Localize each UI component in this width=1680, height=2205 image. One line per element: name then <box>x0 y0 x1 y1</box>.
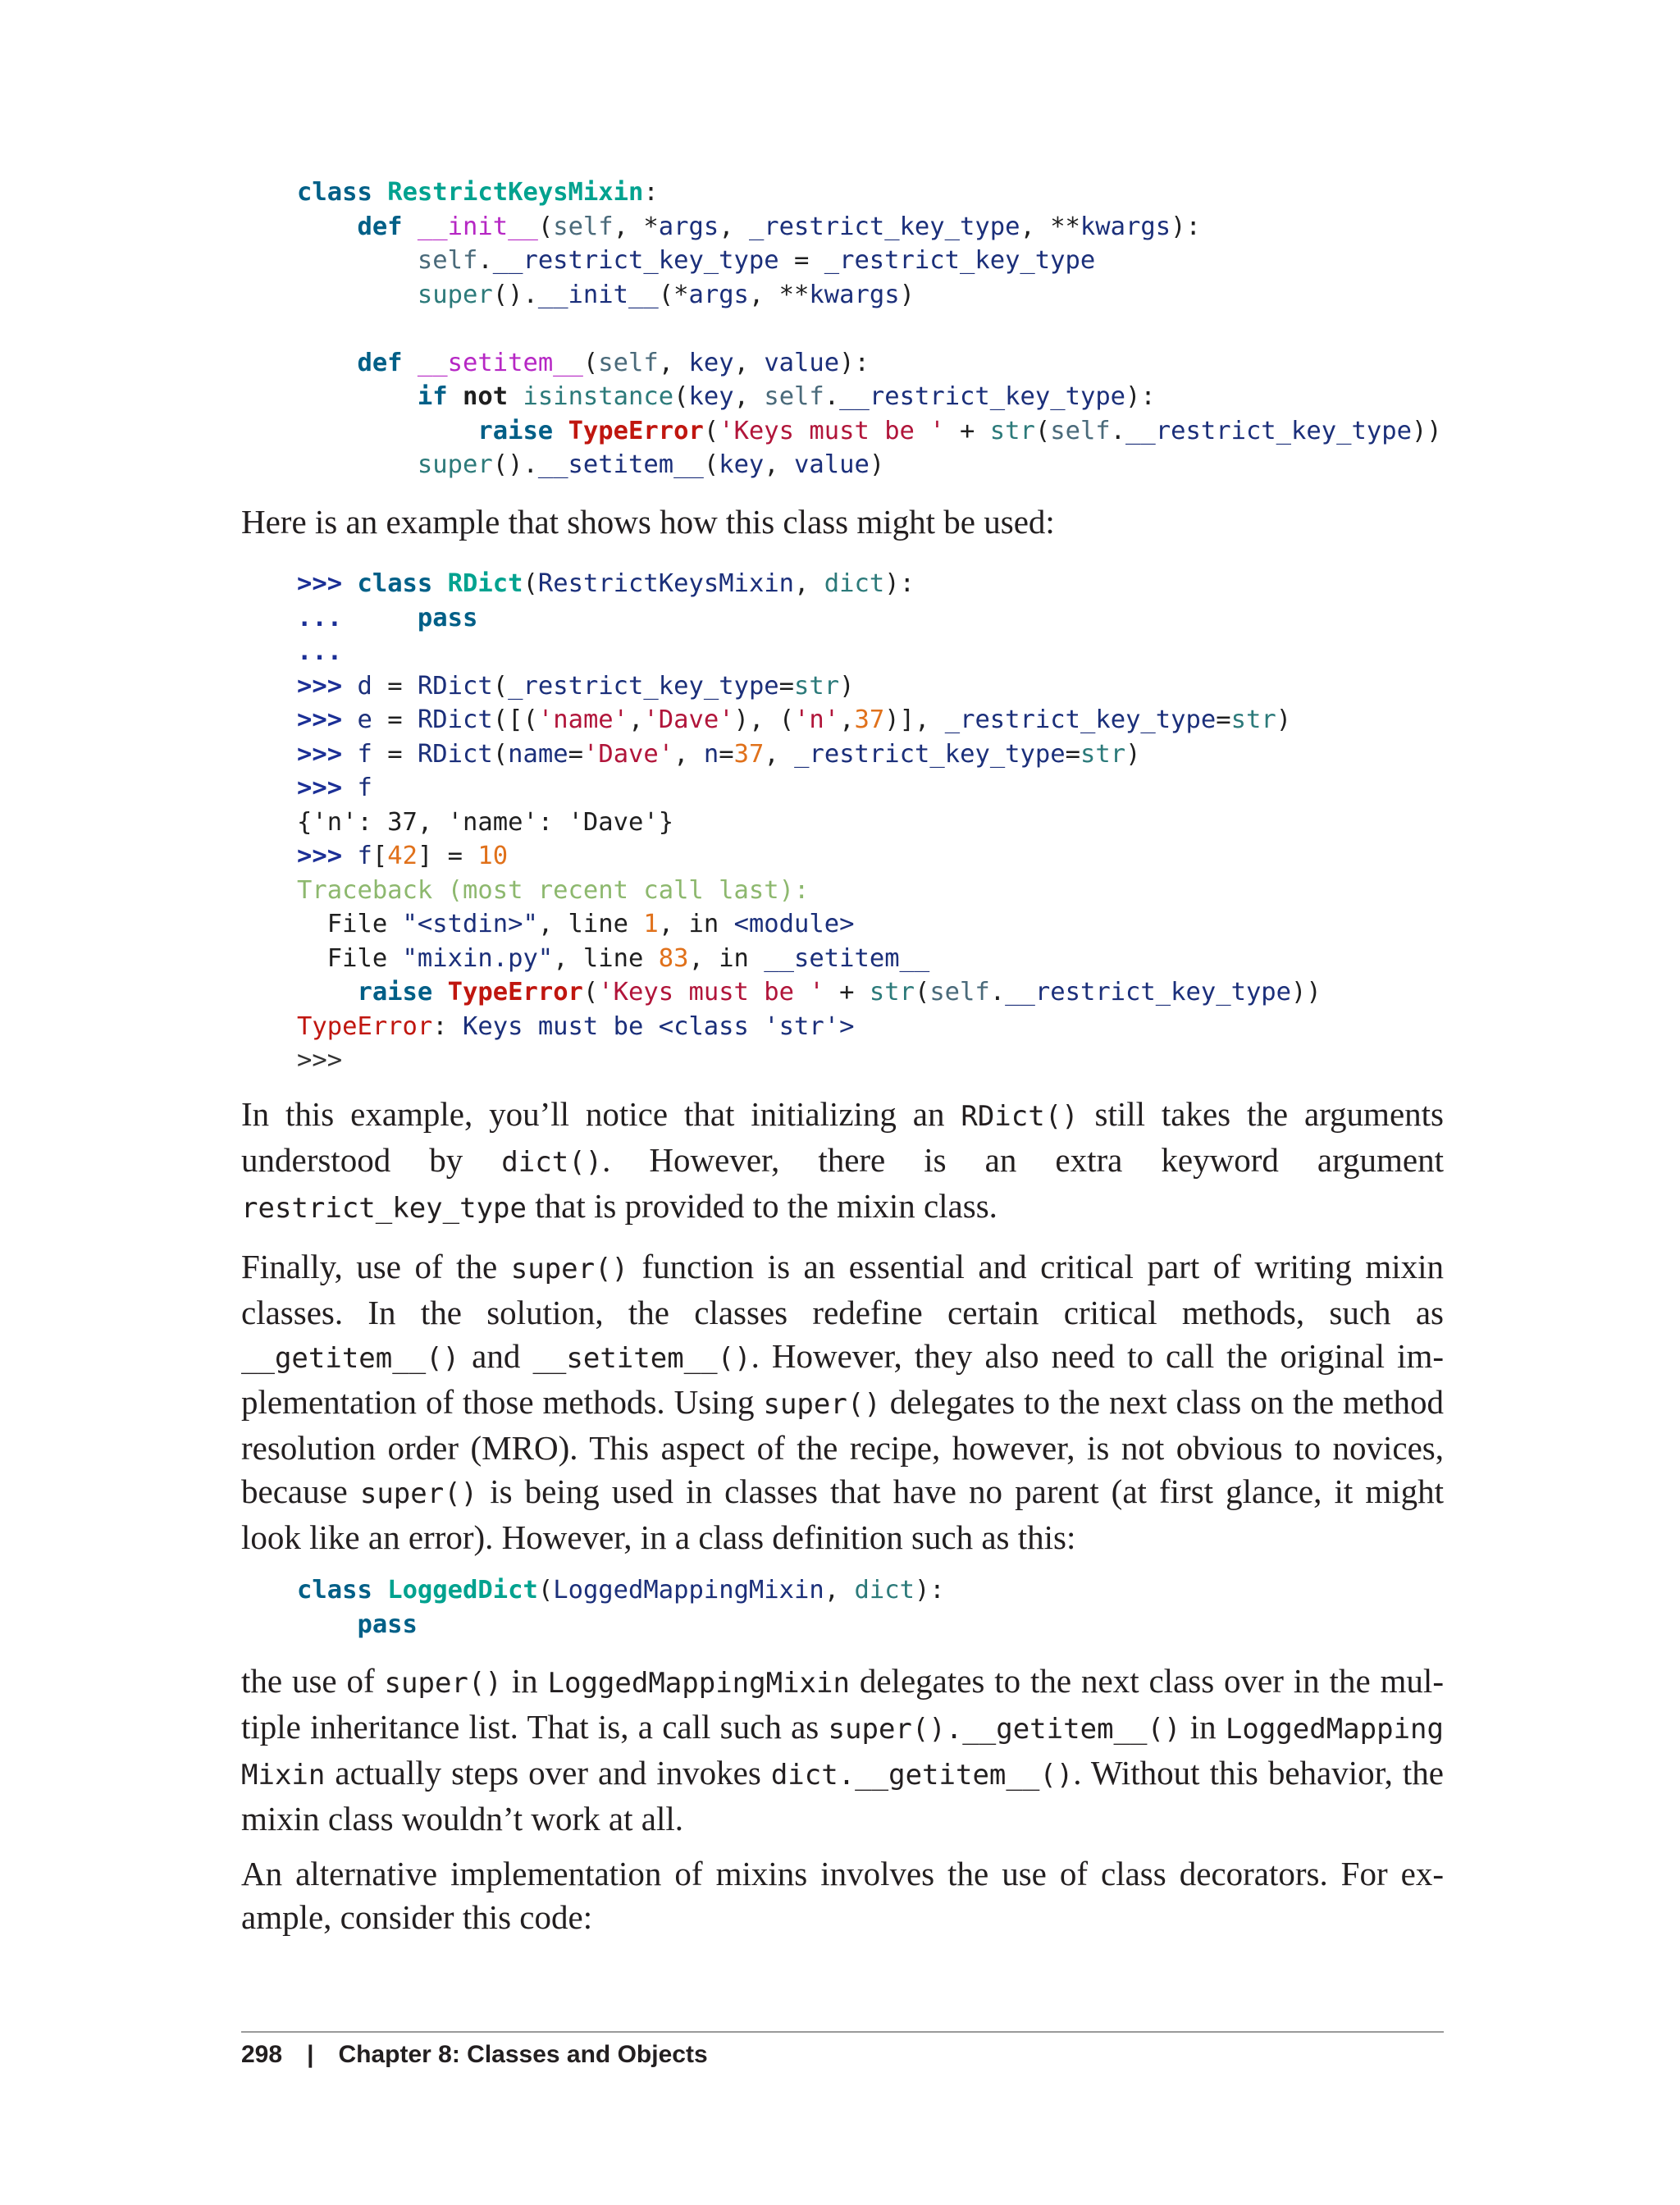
code-block-logged-dict <box>297 1573 945 1641</box>
code-line: if not isinstance(key, self.__restrict_key_type): <box>417 382 1156 411</box>
code-line: ... <box>297 637 343 666</box>
inline-code: dict() <box>501 1146 603 1179</box>
code-line: ... pass <box>297 603 478 632</box>
text-run: the use of <box>241 1662 385 1700</box>
code-line: self.__restrict_key_type = _restrict_key_type <box>417 246 1096 275</box>
code-line: >>> <box>297 1046 343 1075</box>
paragraph-logged-mapping-explanation <box>241 1659 1444 1841</box>
text-run: that is provided to the mixin class. <box>527 1187 998 1225</box>
code-line: super().__init__(*args, **kwargs) <box>417 280 915 309</box>
footer-separator: | <box>307 2041 314 2068</box>
code-line: raise TypeError('Keys must be ' + str(self.__restrict_key_type)) <box>357 978 1322 1007</box>
page-footer <box>241 2041 708 2069</box>
chapter-title: Chapter 8: Classes and Objects <box>338 2041 708 2068</box>
paragraph-super-explanation <box>241 1245 1444 1559</box>
code-line: class RestrictKeysMixin: <box>297 178 659 207</box>
code-line: >>> d = RDict(_restrict_key_type=str) <box>297 671 855 701</box>
code-line: >>> f <box>297 774 372 802</box>
code-line: class LoggedDict(LoggedMappingMixin, dict): <box>297 1576 945 1605</box>
inline-code: super().__getitem__() <box>828 1713 1181 1746</box>
paragraph-intro-example: Here is an example that shows how this class might be used: <box>241 503 1055 541</box>
text-run: function is an essential and critical part of writing mixin classes. In the solution, the classes redefine certain critical methods, such as <box>241 1248 1445 1331</box>
code-line: >>> f[42] = 10 <box>297 842 509 870</box>
inline-code: LoggedMapping Mixin <box>241 1713 1444 1792</box>
text-run: . However, they also need to call the original implementation of those methods. Using <box>241 1337 1444 1421</box>
inline-code: super() <box>384 1667 502 1700</box>
inline-code: super() <box>763 1388 881 1421</box>
code-block-rdict-example <box>297 567 1322 1078</box>
text-run: still takes the arguments understood by <box>241 1095 1444 1179</box>
inline-code: super() <box>510 1253 629 1285</box>
code-line: pass <box>357 1609 418 1639</box>
text-run: . However, there is an extra keyword argument <box>602 1141 1444 1179</box>
text-run: delegates to the next class on the method resolution order (MRO). This aspect of the recipe, however, is not obvious to novices, because <box>241 1383 1444 1510</box>
text-run: is being used in classes that have no parent (at first glance, it might look like an error). However, in a class definition such as this: <box>241 1472 1445 1556</box>
text-run: and <box>459 1337 533 1375</box>
text-run: In this example, you’ll notice that initializing an <box>241 1095 961 1133</box>
footer-divider <box>241 2031 1444 2033</box>
inline-code: LoggedMappingMixin <box>547 1667 850 1700</box>
inline-code: __getitem__() <box>241 1342 460 1375</box>
code-line: File "<stdin>", line 1, in <module> <box>297 910 855 938</box>
inline-code: super() <box>359 1477 478 1510</box>
code-line: >>> f = RDict(name='Dave', n=37, _restrict_key_type=str) <box>297 739 1141 769</box>
text-run: in <box>501 1662 548 1700</box>
code-line: Traceback (most recent call last): <box>297 875 810 905</box>
text-run: . Without this behavior, the mixin class wouldn’t work at all. <box>241 1754 1444 1838</box>
inline-code: __setitem__() <box>532 1342 751 1375</box>
text-run: delegates to the next class over in the multiple inheritance list. That is, a call such as <box>241 1662 1444 1746</box>
inline-code: RDict() <box>961 1100 1079 1133</box>
paragraph-class-decorators-intro: An alternative implementation of mixins involves the use of class decorators. For example, consider this code: <box>241 1855 1444 1936</box>
page-number: 298 <box>241 2041 283 2068</box>
paragraph-rdict-explanation <box>241 1093 1444 1230</box>
text-run: in <box>1180 1708 1226 1746</box>
text-run: actually steps over and invokes <box>325 1754 771 1792</box>
code-line: TypeError: Keys must be <class 'str'> <box>297 1011 855 1041</box>
code-line: def __setitem__(self, key, value): <box>357 348 870 377</box>
inline-code: restrict_key_type <box>241 1192 527 1225</box>
code-line: super().__setitem__(key, value) <box>417 450 885 479</box>
code-line: {'n': 37, 'name': 'Dave'} <box>297 807 674 837</box>
code-line: raise TypeError('Keys must be ' + str(self.__restrict_key_type)) <box>477 416 1442 445</box>
inline-code: dict.__getitem__() <box>770 1759 1074 1792</box>
code-line: >>> e = RDict([('name','Dave'), ('n',37)], _restrict_key_type=str) <box>297 705 1292 734</box>
code-block-restrict-keys-mixin <box>297 176 1442 482</box>
code-line: >>> class RDict(RestrictKeysMixin, dict): <box>297 569 915 598</box>
text-run: Finally, use of the <box>241 1248 511 1285</box>
code-line: def __init__(self, *args, _restrict_key_type, **kwargs): <box>357 212 1201 241</box>
code-line: File "mixin.py", line 83, in __setitem__ <box>297 943 930 973</box>
